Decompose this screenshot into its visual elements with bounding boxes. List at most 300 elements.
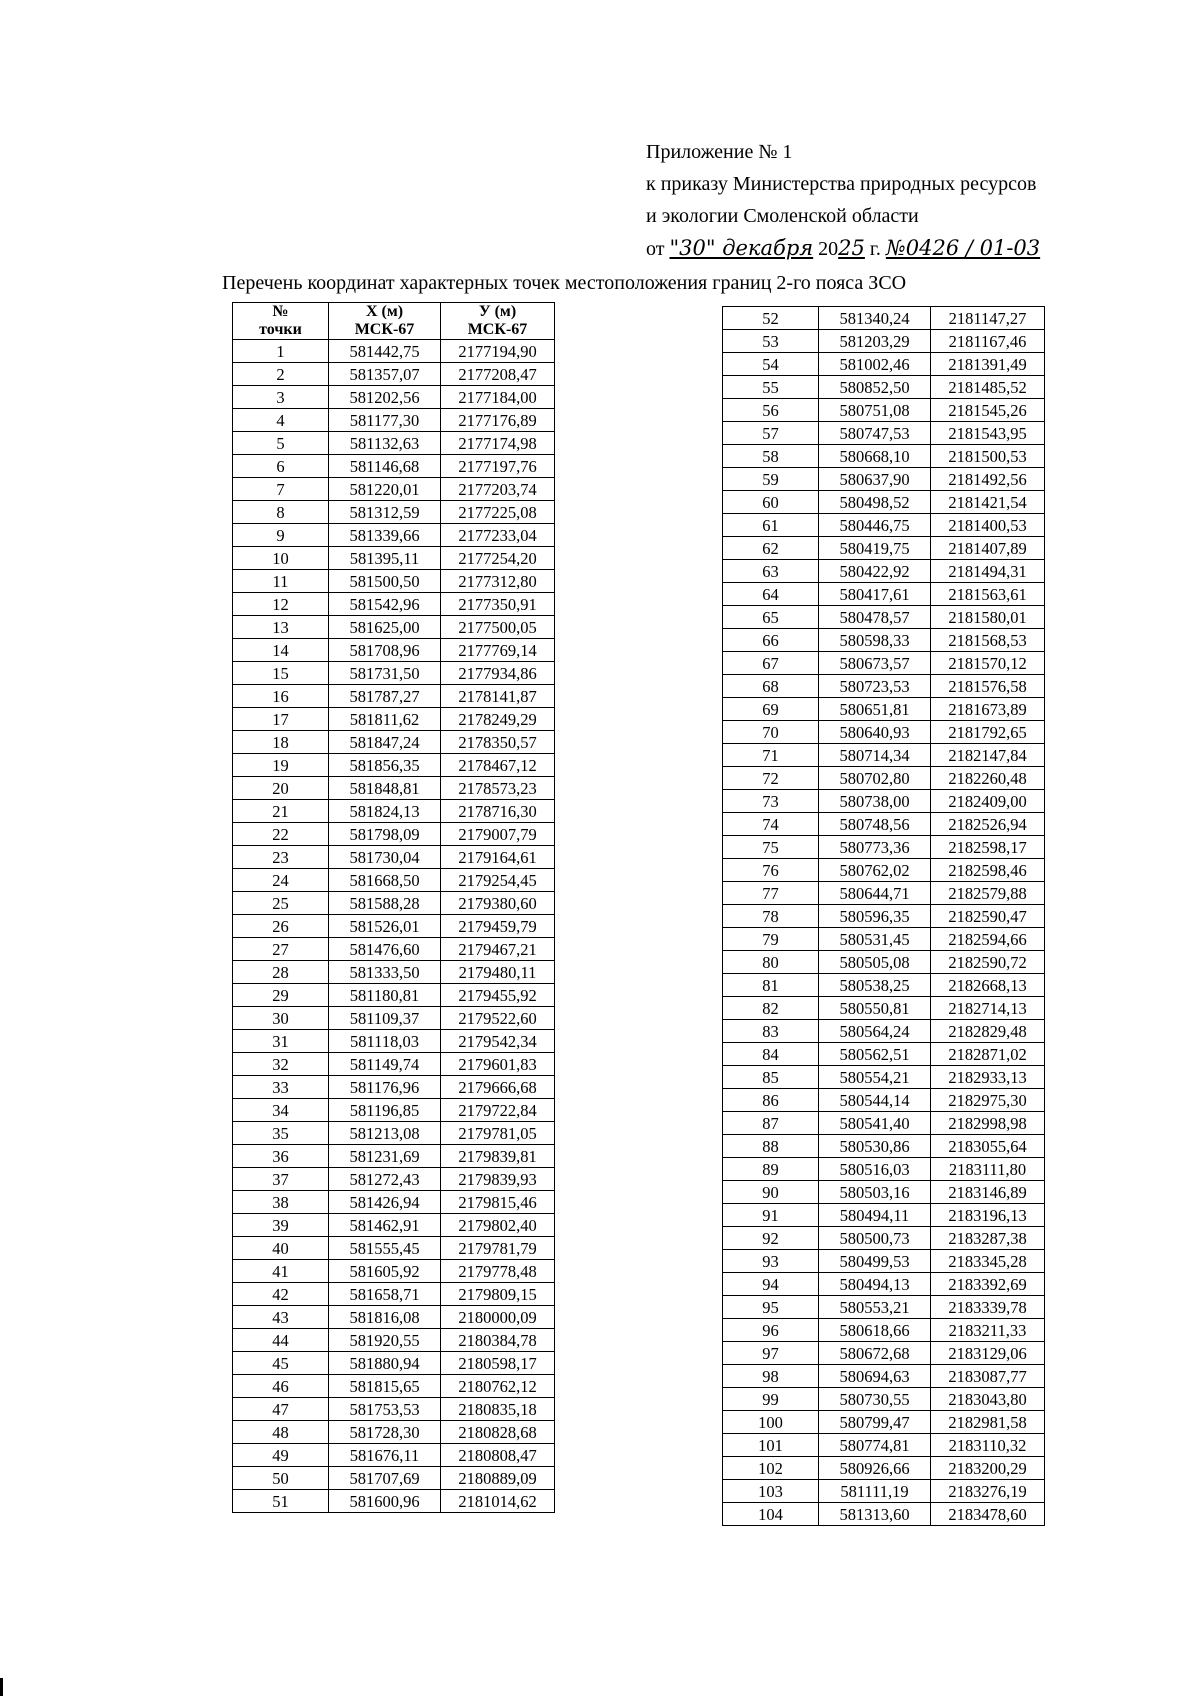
table-row — [723, 1135, 1045, 1158]
y-coordinate-cell: 2181492,56 — [931, 468, 1045, 491]
y-coordinate-cell: 2182714,13 — [931, 997, 1045, 1020]
y-coordinate-cell: 2182998,98 — [931, 1112, 1045, 1135]
x-coordinate-cell: 580494,11 — [819, 1204, 931, 1227]
point-number-cell: 42 — [233, 1283, 329, 1306]
x-coordinate-cell: 580640,93 — [819, 721, 931, 744]
y-coordinate-cell: 2182526,94 — [931, 813, 1045, 836]
y-coordinate-cell: 2178716,30 — [441, 800, 555, 823]
x-coordinate-cell: 580530,86 — [819, 1135, 931, 1158]
table-row — [723, 1020, 1045, 1043]
x-coordinate-cell: 580494,13 — [819, 1273, 931, 1296]
point-number-cell: 37 — [233, 1168, 329, 1191]
point-number-cell: 61 — [723, 514, 819, 537]
y-coordinate-cell: 2180835,18 — [441, 1398, 555, 1421]
y-coordinate-cell: 2182975,30 — [931, 1089, 1045, 1112]
table-row — [723, 813, 1045, 836]
point-number-cell: 24 — [233, 869, 329, 892]
point-number-cell: 19 — [233, 754, 329, 777]
coordinates-table-right — [722, 306, 1045, 1526]
table-row — [233, 501, 555, 524]
table-row — [723, 1250, 1045, 1273]
x-coordinate-cell: 581605,92 — [329, 1260, 441, 1283]
table-row — [723, 1411, 1045, 1434]
x-coordinate-cell: 581731,50 — [329, 662, 441, 685]
point-number-cell: 98 — [723, 1365, 819, 1388]
y-coordinate-cell: 2179254,45 — [441, 869, 555, 892]
y-coordinate-cell: 2178350,57 — [441, 731, 555, 754]
y-coordinate-cell: 2182871,02 — [931, 1043, 1045, 1066]
point-number-cell: 86 — [723, 1089, 819, 1112]
x-coordinate-cell: 581132,63 — [329, 432, 441, 455]
y-coordinate-cell: 2179007,79 — [441, 823, 555, 846]
y-coordinate-cell: 2183276,19 — [931, 1480, 1045, 1503]
x-coordinate-cell: 580422,92 — [819, 560, 931, 583]
y-coordinate-cell: 2181563,61 — [931, 583, 1045, 606]
table-row — [723, 721, 1045, 744]
x-coordinate-cell: 581811,62 — [329, 708, 441, 731]
y-coordinate-cell: 2177176,89 — [441, 409, 555, 432]
point-number-cell: 3 — [233, 386, 329, 409]
y-coordinate-cell: 2182594,66 — [931, 928, 1045, 951]
y-coordinate-cell: 2179802,40 — [441, 1214, 555, 1237]
point-number-cell: 75 — [723, 836, 819, 859]
table-row — [723, 376, 1045, 399]
y-coordinate-cell: 2183196,13 — [931, 1204, 1045, 1227]
y-coordinate-cell: 2177350,91 — [441, 593, 555, 616]
table-row — [723, 1342, 1045, 1365]
y-coordinate-cell: 2179380,60 — [441, 892, 555, 915]
table-row — [233, 1375, 555, 1398]
point-number-cell: 9 — [233, 524, 329, 547]
point-number-cell: 15 — [233, 662, 329, 685]
x-coordinate-cell: 581312,59 — [329, 501, 441, 524]
x-coordinate-cell: 580538,25 — [819, 974, 931, 997]
table-row — [233, 1398, 555, 1421]
point-number-cell: 8 — [233, 501, 329, 524]
x-coordinate-cell: 581002,46 — [819, 353, 931, 376]
x-coordinate-cell: 580714,34 — [819, 744, 931, 767]
point-number-cell: 74 — [723, 813, 819, 836]
table-row — [233, 386, 555, 409]
point-number-cell: 87 — [723, 1112, 819, 1135]
point-number-cell: 77 — [723, 882, 819, 905]
x-coordinate-cell: 581676,11 — [329, 1444, 441, 1467]
x-coordinate-cell: 580541,40 — [819, 1112, 931, 1135]
y-coordinate-cell: 2178141,87 — [441, 685, 555, 708]
point-number-cell: 101 — [723, 1434, 819, 1457]
y-coordinate-cell: 2177934,86 — [441, 662, 555, 685]
x-coordinate-cell: 580747,53 — [819, 422, 931, 445]
x-coordinate-cell: 581231,69 — [329, 1145, 441, 1168]
point-number-cell: 70 — [723, 721, 819, 744]
x-coordinate-cell: 581442,75 — [329, 340, 441, 363]
table-row — [233, 1099, 555, 1122]
table-row — [723, 1457, 1045, 1480]
point-number-cell: 94 — [723, 1273, 819, 1296]
table-row — [233, 915, 555, 938]
handwritten-date: "30" декабря — [669, 236, 814, 260]
scan-edge-mark — [0, 1678, 3, 1696]
x-coordinate-cell: 581180,81 — [329, 984, 441, 1007]
y-coordinate-cell: 2179839,93 — [441, 1168, 555, 1191]
x-coordinate-cell: 581708,96 — [329, 639, 441, 662]
table-row — [723, 468, 1045, 491]
y-coordinate-cell: 2183087,77 — [931, 1365, 1045, 1388]
table-row — [233, 846, 555, 869]
table-row — [723, 1388, 1045, 1411]
point-number-cell: 56 — [723, 399, 819, 422]
handwritten-order-number: №0426 / 01-03 — [885, 236, 1041, 260]
table-row — [233, 340, 555, 363]
table-row — [233, 1122, 555, 1145]
x-coordinate-cell: 580738,00 — [819, 790, 931, 813]
table-header-row — [233, 303, 555, 340]
point-number-cell: 53 — [723, 330, 819, 353]
table-row — [233, 478, 555, 501]
x-coordinate-cell: 581203,29 — [819, 330, 931, 353]
x-coordinate-cell: 580531,45 — [819, 928, 931, 951]
y-coordinate-cell: 2179778,48 — [441, 1260, 555, 1283]
table-row — [233, 1145, 555, 1168]
table-row — [233, 754, 555, 777]
page-title: Перечень координат характерных точек местоположения границ 2-го пояса ЗСО — [222, 272, 907, 294]
table-row — [233, 1053, 555, 1076]
point-number-cell: 85 — [723, 1066, 819, 1089]
y-coordinate-cell: 2182409,00 — [931, 790, 1045, 813]
table-row — [233, 731, 555, 754]
y-coordinate-cell: 2179722,84 — [441, 1099, 555, 1122]
table-row — [723, 767, 1045, 790]
x-coordinate-cell: 580668,10 — [819, 445, 931, 468]
y-coordinate-cell: 2180808,47 — [441, 1444, 555, 1467]
x-coordinate-cell: 581600,96 — [329, 1490, 441, 1513]
point-number-cell: 103 — [723, 1480, 819, 1503]
y-coordinate-cell: 2179809,15 — [441, 1283, 555, 1306]
table-row — [233, 639, 555, 662]
point-number-cell: 102 — [723, 1457, 819, 1480]
x-coordinate-cell: 581333,50 — [329, 961, 441, 984]
y-coordinate-cell: 2180762,12 — [441, 1375, 555, 1398]
point-number-cell: 10 — [233, 547, 329, 570]
point-number-cell: 2 — [233, 363, 329, 386]
x-coordinate-cell: 580644,71 — [819, 882, 931, 905]
x-coordinate-cell: 581202,56 — [329, 386, 441, 409]
y-coordinate-cell: 2181391,49 — [931, 353, 1045, 376]
point-number-cell: 44 — [233, 1329, 329, 1352]
x-coordinate-cell: 580673,57 — [819, 652, 931, 675]
y-coordinate-cell: 2182590,47 — [931, 905, 1045, 928]
x-coordinate-cell: 580596,35 — [819, 905, 931, 928]
x-coordinate-cell: 581856,35 — [329, 754, 441, 777]
point-number-cell: 60 — [723, 491, 819, 514]
y-coordinate-cell: 2182590,72 — [931, 951, 1045, 974]
y-coordinate-cell: 2183110,32 — [931, 1434, 1045, 1457]
table-row — [723, 905, 1045, 928]
y-coordinate-cell: 2180384,78 — [441, 1329, 555, 1352]
table-row — [233, 708, 555, 731]
point-number-cell: 17 — [233, 708, 329, 731]
point-number-cell: 78 — [723, 905, 819, 928]
y-coordinate-cell: 2178467,12 — [441, 754, 555, 777]
x-coordinate-cell: 581815,65 — [329, 1375, 441, 1398]
y-coordinate-cell: 2179781,79 — [441, 1237, 555, 1260]
table-row — [723, 1480, 1045, 1503]
table-row — [723, 1503, 1045, 1526]
x-coordinate-cell: 581668,50 — [329, 869, 441, 892]
point-number-cell: 79 — [723, 928, 819, 951]
y-coordinate-cell: 2181167,46 — [931, 330, 1045, 353]
point-number-cell: 36 — [233, 1145, 329, 1168]
point-number-cell: 23 — [233, 846, 329, 869]
y-coordinate-cell: 2182933,13 — [931, 1066, 1045, 1089]
table-row — [723, 1296, 1045, 1319]
table-row — [723, 698, 1045, 721]
table-row — [233, 616, 555, 639]
point-number-cell: 47 — [233, 1398, 329, 1421]
point-number-cell: 38 — [233, 1191, 329, 1214]
x-coordinate-cell: 580562,51 — [819, 1043, 931, 1066]
x-coordinate-cell: 580478,57 — [819, 606, 931, 629]
table-row — [723, 974, 1045, 997]
table-row — [723, 675, 1045, 698]
table-row — [723, 1158, 1045, 1181]
ministry-name-line: и экологии Смоленской области — [646, 205, 919, 227]
x-coordinate-cell: 581625,00 — [329, 616, 441, 639]
table-row — [233, 593, 555, 616]
x-coordinate-cell: 581816,08 — [329, 1306, 441, 1329]
x-coordinate-cell: 581395,11 — [329, 547, 441, 570]
x-coordinate-cell: 581118,03 — [329, 1030, 441, 1053]
y-coordinate-cell: 2177225,08 — [441, 501, 555, 524]
y-coordinate-cell: 2177769,14 — [441, 639, 555, 662]
y-coordinate-cell: 2179781,05 — [441, 1122, 555, 1145]
column-header-x: X (м) МСК-67 — [329, 303, 441, 340]
coordinates-table-left-body — [233, 340, 555, 1513]
y-coordinate-cell: 2181792,65 — [931, 721, 1045, 744]
point-number-cell: 7 — [233, 478, 329, 501]
table-row — [233, 455, 555, 478]
x-coordinate-cell: 580553,21 — [819, 1296, 931, 1319]
point-number-cell: 14 — [233, 639, 329, 662]
point-number-cell: 65 — [723, 606, 819, 629]
table-row — [233, 1352, 555, 1375]
y-coordinate-cell: 2182147,84 — [931, 744, 1045, 767]
table-row — [723, 652, 1045, 675]
x-coordinate-cell: 581880,94 — [329, 1352, 441, 1375]
table-row — [233, 1467, 555, 1490]
y-coordinate-cell: 2177194,90 — [441, 340, 555, 363]
y-coordinate-cell: 2182598,46 — [931, 859, 1045, 882]
y-coordinate-cell: 2181400,53 — [931, 514, 1045, 537]
x-coordinate-cell: 580503,16 — [819, 1181, 931, 1204]
table-row — [233, 547, 555, 570]
table-row — [723, 583, 1045, 606]
point-number-cell: 80 — [723, 951, 819, 974]
point-number-cell: 93 — [723, 1250, 819, 1273]
x-coordinate-cell: 581196,85 — [329, 1099, 441, 1122]
x-coordinate-cell: 581357,07 — [329, 363, 441, 386]
x-coordinate-cell: 580618,66 — [819, 1319, 931, 1342]
table-row — [723, 514, 1045, 537]
point-number-cell: 58 — [723, 445, 819, 468]
point-number-cell: 67 — [723, 652, 819, 675]
table-row — [233, 1007, 555, 1030]
point-number-cell: 25 — [233, 892, 329, 915]
point-number-cell: 49 — [233, 1444, 329, 1467]
table-row — [233, 409, 555, 432]
y-coordinate-cell: 2179164,61 — [441, 846, 555, 869]
table-row — [723, 1319, 1045, 1342]
x-coordinate-cell: 580702,80 — [819, 767, 931, 790]
x-coordinate-cell: 580694,63 — [819, 1365, 931, 1388]
table-row — [723, 882, 1045, 905]
point-number-cell: 39 — [233, 1214, 329, 1237]
x-coordinate-cell: 581313,60 — [819, 1503, 931, 1526]
table-row — [723, 790, 1045, 813]
x-coordinate-cell: 580651,81 — [819, 698, 931, 721]
x-coordinate-cell: 580505,08 — [819, 951, 931, 974]
x-coordinate-cell: 581753,53 — [329, 1398, 441, 1421]
y-coordinate-cell: 2181147,27 — [931, 307, 1045, 330]
x-coordinate-cell: 581149,74 — [329, 1053, 441, 1076]
y-coordinate-cell: 2178573,23 — [441, 777, 555, 800]
y-coordinate-cell: 2183146,89 — [931, 1181, 1045, 1204]
y-coordinate-cell: 2179601,83 — [441, 1053, 555, 1076]
table-row — [723, 928, 1045, 951]
point-number-cell: 89 — [723, 1158, 819, 1181]
y-coordinate-cell: 2180889,09 — [441, 1467, 555, 1490]
point-number-cell: 27 — [233, 938, 329, 961]
point-number-cell: 6 — [233, 455, 329, 478]
point-number-cell: 16 — [233, 685, 329, 708]
x-coordinate-cell: 581526,01 — [329, 915, 441, 938]
x-coordinate-cell: 581339,66 — [329, 524, 441, 547]
table-row — [233, 869, 555, 892]
point-number-cell: 5 — [233, 432, 329, 455]
point-number-cell: 21 — [233, 800, 329, 823]
column-header-y: У (м) МСК-67 — [441, 303, 555, 340]
table-row — [723, 1227, 1045, 1250]
table-row — [233, 363, 555, 386]
table-row — [723, 491, 1045, 514]
x-coordinate-cell: 580672,68 — [819, 1342, 931, 1365]
point-number-cell: 11 — [233, 570, 329, 593]
y-coordinate-cell: 2183478,60 — [931, 1503, 1045, 1526]
table-row — [233, 685, 555, 708]
y-coordinate-cell: 2177233,04 — [441, 524, 555, 547]
point-number-cell: 69 — [723, 698, 819, 721]
x-coordinate-cell: 580762,02 — [819, 859, 931, 882]
x-coordinate-cell: 581588,28 — [329, 892, 441, 915]
y-coordinate-cell: 2178249,29 — [441, 708, 555, 731]
table-row — [723, 997, 1045, 1020]
y-coordinate-cell: 2183339,78 — [931, 1296, 1045, 1319]
point-number-cell: 43 — [233, 1306, 329, 1329]
point-number-cell: 30 — [233, 1007, 329, 1030]
x-coordinate-cell: 581340,24 — [819, 307, 931, 330]
point-number-cell: 72 — [723, 767, 819, 790]
table-row — [233, 1283, 555, 1306]
table-row — [723, 1181, 1045, 1204]
table-row — [233, 432, 555, 455]
point-number-cell: 4 — [233, 409, 329, 432]
y-coordinate-cell: 2177254,20 — [441, 547, 555, 570]
x-coordinate-cell: 581848,81 — [329, 777, 441, 800]
table-row — [233, 1306, 555, 1329]
x-coordinate-cell: 580446,75 — [819, 514, 931, 537]
order-reference-line: к приказу Министерства природных ресурсов — [646, 173, 1037, 195]
point-number-cell: 83 — [723, 1020, 819, 1043]
table-row — [233, 1421, 555, 1444]
point-number-cell: 104 — [723, 1503, 819, 1526]
y-coordinate-cell: 2182598,17 — [931, 836, 1045, 859]
y-coordinate-cell: 2177174,98 — [441, 432, 555, 455]
point-number-cell: 13 — [233, 616, 329, 639]
y-coordinate-cell: 2181543,95 — [931, 422, 1045, 445]
table-row — [723, 744, 1045, 767]
x-coordinate-cell: 581555,45 — [329, 1237, 441, 1260]
table-row — [233, 524, 555, 547]
y-coordinate-cell: 2181485,52 — [931, 376, 1045, 399]
x-coordinate-cell: 581111,19 — [819, 1480, 931, 1503]
y-coordinate-cell: 2179542,34 — [441, 1030, 555, 1053]
x-coordinate-cell: 581426,94 — [329, 1191, 441, 1214]
y-coordinate-cell: 2183055,64 — [931, 1135, 1045, 1158]
y-coordinate-cell: 2182981,58 — [931, 1411, 1045, 1434]
point-number-cell: 68 — [723, 675, 819, 698]
y-coordinate-cell: 2182668,13 — [931, 974, 1045, 997]
x-coordinate-cell: 580799,47 — [819, 1411, 931, 1434]
table-row — [723, 1273, 1045, 1296]
y-coordinate-cell: 2181421,54 — [931, 491, 1045, 514]
table-row — [233, 961, 555, 984]
x-coordinate-cell: 581658,71 — [329, 1283, 441, 1306]
point-number-cell: 96 — [723, 1319, 819, 1342]
x-coordinate-cell: 580598,33 — [819, 629, 931, 652]
x-coordinate-cell: 580748,56 — [819, 813, 931, 836]
y-coordinate-cell: 2181500,53 — [931, 445, 1045, 468]
table-row — [233, 1168, 555, 1191]
point-number-cell: 41 — [233, 1260, 329, 1283]
point-number-cell: 81 — [723, 974, 819, 997]
y-coordinate-cell: 2177208,47 — [441, 363, 555, 386]
y-coordinate-cell: 2182260,48 — [931, 767, 1045, 790]
y-coordinate-cell: 2183287,38 — [931, 1227, 1045, 1250]
y-coordinate-cell: 2181568,53 — [931, 629, 1045, 652]
x-coordinate-cell: 580774,81 — [819, 1434, 931, 1457]
x-coordinate-cell: 580852,50 — [819, 376, 931, 399]
column-header-point-number: № точки — [233, 303, 329, 340]
x-coordinate-cell: 580564,24 — [819, 1020, 931, 1043]
x-coordinate-cell: 580544,14 — [819, 1089, 931, 1112]
y-coordinate-cell: 2181580,01 — [931, 606, 1045, 629]
point-number-cell: 12 — [233, 593, 329, 616]
y-coordinate-cell: 2181673,89 — [931, 698, 1045, 721]
y-coordinate-cell: 2177184,00 — [441, 386, 555, 409]
point-number-cell: 31 — [233, 1030, 329, 1053]
table-row — [723, 836, 1045, 859]
point-number-cell: 48 — [233, 1421, 329, 1444]
point-number-cell: 63 — [723, 560, 819, 583]
year-prefix: 20 — [818, 238, 839, 260]
table-row — [723, 859, 1045, 882]
x-coordinate-cell: 580751,08 — [819, 399, 931, 422]
y-coordinate-cell: 2179522,60 — [441, 1007, 555, 1030]
x-coordinate-cell: 581462,91 — [329, 1214, 441, 1237]
table-row — [233, 984, 555, 1007]
point-number-cell: 55 — [723, 376, 819, 399]
point-number-cell: 34 — [233, 1099, 329, 1122]
